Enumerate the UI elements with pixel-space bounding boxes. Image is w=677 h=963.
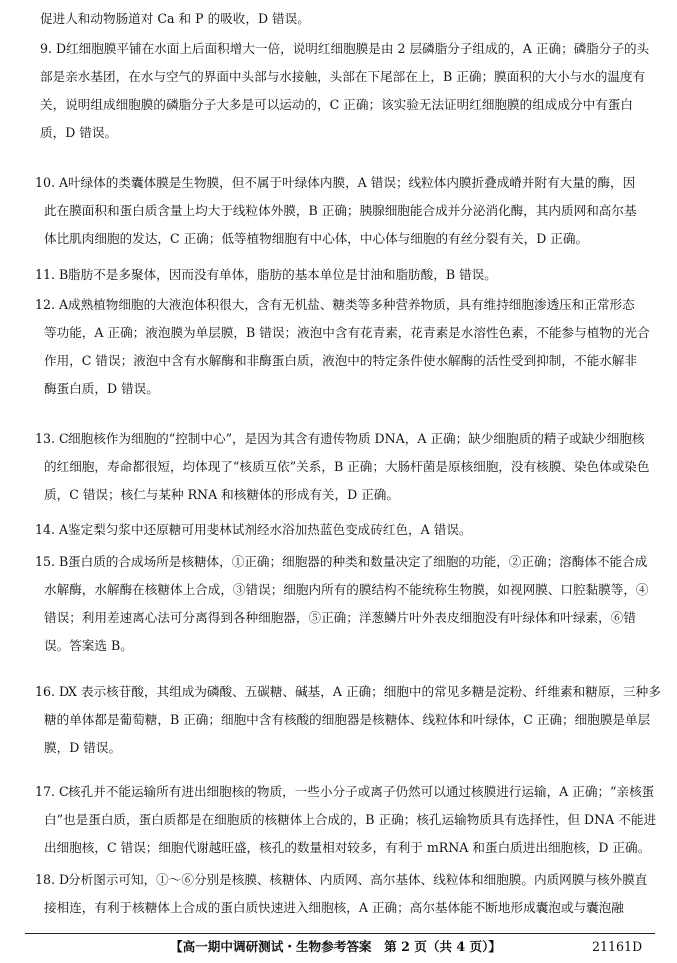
- answer-line: 质，C 错误；核仁与某种 RNA 和核糖体的形成有关，D 正确。: [44, 487, 399, 502]
- answer-line: 水解酶，水解酶在核糖体上合成，③错误；细胞内所有的膜结构不能统称生物膜，如视网膜、口腔黏膜等，④: [44, 582, 649, 597]
- answer-line: 误。答案选 B。: [44, 638, 133, 653]
- answer-12: [35, 294, 652, 414]
- answer-line: 蛋白质的合成场所是核糖体，①正确；细胞器的种类和数量决定了细胞的功能，②正确；溶酶体不能合成: [68, 554, 648, 569]
- answer-line: 出细胞核，C 错误；细胞代谢越旺盛，核孔的数量相对较多，有利于 mRNA 和蛋白质进出细胞核，D 正确。: [44, 840, 651, 855]
- answer-17: [35, 781, 657, 871]
- answer-16: [35, 681, 661, 771]
- answer-number: 12. A: [35, 297, 69, 312]
- answer-line: X 表示核苷酸，其组成为磷酸、五碳糖、碱基，A 正确；细胞中的常见多糖是淀粉、纤维素和糖原，三种多: [68, 684, 661, 699]
- answer-number: 13. C: [35, 431, 69, 446]
- answer-line: 糖的单体都是葡萄糖，B 正确；细胞中含有核酸的细胞器是核糖体、线粒体和叶绿体，C 正确；细胞膜是单层: [44, 712, 651, 727]
- answer-number: 16. D: [35, 684, 70, 699]
- answer-number: 11. B: [35, 267, 69, 282]
- answer-line: 质，D 错误。: [40, 125, 118, 140]
- answer-line: 核孔并不能运输所有进出细胞核的物质，一些小分子或离子仍然可以通过核膜进行运输，A 正确；“亲核蛋: [68, 784, 655, 799]
- answer-line: 白”也是蛋白质，蛋白质都是在细胞质的核糖体上合成的，B 正确；核孔运输物质具有选择性，但 DNA 不能进: [44, 812, 657, 827]
- answer-14: [35, 519, 652, 543]
- footer-divider: [25, 933, 655, 934]
- answer-line: 部是亲水基团，在水与空气的界面中头部与水接触，头部在下尾部在上，B 正确；膜面积的大小与水的温度有: [40, 69, 646, 84]
- answer-line: 红细胞膜平铺在水面上后面积增大一倍，说明红细胞膜是由 2 层磷脂分子组成的，A 正确；磷脂分子的头: [66, 41, 650, 56]
- answer-line: 错误；利用差速离心法可分离得到各种细胞器，⑤正确；洋葱鳞片叶外表皮细胞没有叶绿体和叶绿素，⑥错: [44, 610, 636, 625]
- answer-number: 14. A: [35, 522, 69, 537]
- footer-title: 【高一期中调研测试・生物参考答案 第 2 页（共 4 页）】: [170, 939, 502, 954]
- answer-15: [35, 551, 652, 671]
- answer-line: 等功能，A 正确；液泡膜为单层膜，B 错误；液泡中含有花青素，花青素是水溶性色素，不能参与植物的光合: [44, 325, 650, 340]
- answer-11: [35, 264, 652, 288]
- answer-line: 膜，D 错误。: [44, 740, 122, 755]
- answer-line: 酶蛋白质，D 错误。: [44, 381, 159, 396]
- answer-line: 分析图示可知，①～⑥分别是核膜、核糖体、内质网、高尔基体、线粒体和细胞膜。内质网膜与核外膜直: [68, 872, 648, 887]
- answer-line: 成熟植物细胞的大液泡体积很大，含有无机盐、糖类等多种营养物质，具有维持细胞渗透压和正常形态: [68, 297, 635, 312]
- answer-line: 脂肪不是多聚体，因而没有单体，脂肪的基本单位是甘油和脂肪酸，B 错误。: [68, 267, 497, 282]
- answer-number: 15. B: [35, 554, 69, 569]
- answer-13: [35, 428, 652, 518]
- answer-number: 10. A: [35, 175, 69, 190]
- answer-number: 17. C: [35, 784, 69, 799]
- answer-line: 的红细胞，寿命都很短，均体现了“核质互依”关系，B 正确；大肠杆菌是原核细胞，没有核膜、染色体或染色: [44, 459, 650, 474]
- answer-10: [35, 172, 652, 262]
- answer-line: 此在膜面积和蛋白质含量上均大于线粒体外膜，B 正确；胰腺细胞能合成并分泌消化酶，其内质网和高尔基: [44, 203, 637, 218]
- answer-line: 体比肌肉细胞的发达，C 正确；低等植物细胞有中心体，中心体与细胞的有丝分裂有关，D 正确。: [44, 231, 589, 246]
- answer-18: [35, 869, 652, 929]
- answer-9: [40, 38, 652, 158]
- answer-line: 接相连，有利于核糖体上合成的蛋白质快速进入细胞核，A 正确；高尔基体能不断地形成囊泡或与囊泡融: [44, 900, 624, 915]
- answer-line: 细胞核作为细胞的“控制中心”，是因为其含有遗传物质 DNA，A 正确；缺少细胞质的精子或缺少细胞核: [68, 431, 645, 446]
- continuation-line: 促进人和动物肠道对 Ca 和 P 的吸收，D 错误。: [40, 11, 310, 26]
- answer-number: 9. D: [40, 41, 67, 56]
- answer-line: 叶绿体的类囊体膜是生物膜，但不属于叶绿体内膜，A 错误；线粒体内膜折叠成嵴并附有大量的酶，因: [68, 175, 636, 190]
- footer-code: 21161D: [592, 939, 643, 954]
- answer-line: 关，说明组成细胞膜的磷脂分子大多是可以运动的，C 正确；该实验无法证明红细胞膜的组成成分中有蛋白: [40, 97, 633, 112]
- answer-line: 作用，C 错误；液泡中含有水解酶和非酶蛋白质，液泡中的特定条件使水解酶的活性受到抑制，不能水解非: [44, 353, 637, 368]
- answer-line: 鉴定梨匀浆中还原糖可用斐林试剂经水浴加热蓝色变成砖红色，A 错误。: [68, 522, 472, 537]
- answer-number: 18. D: [35, 872, 70, 887]
